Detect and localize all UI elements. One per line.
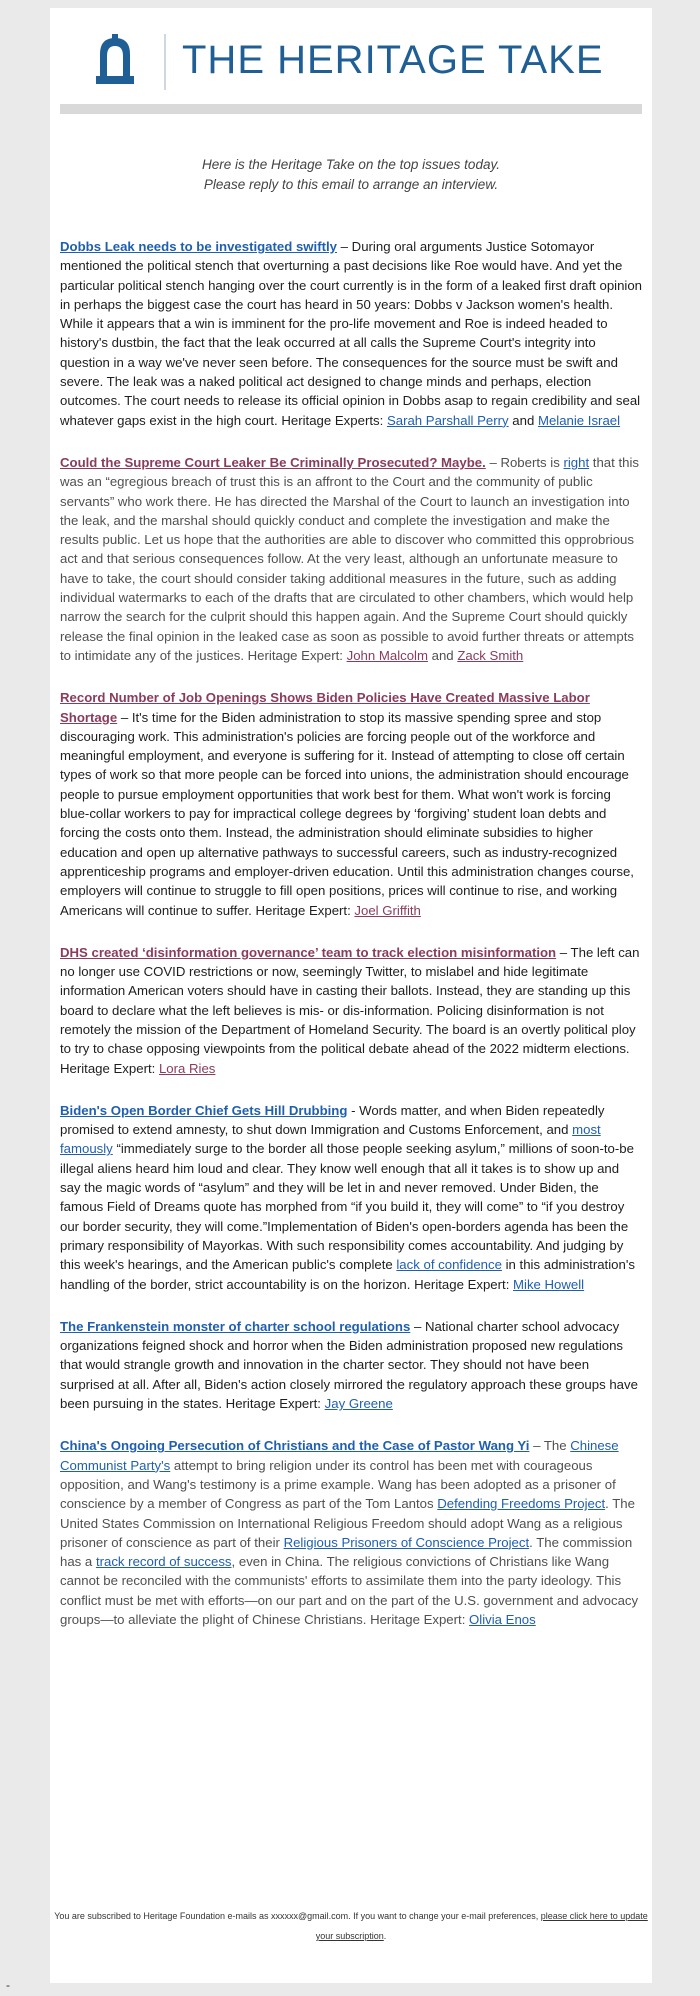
expert-link[interactable]: Lora Ries [158, 1060, 216, 1076]
item-title-link[interactable]: DHS created ‘disinformation governance’ team to track election misinformation [60, 944, 557, 960]
item-body: , even in China. The religious convictions of Christians like Wang cannot be reconciled with the communists' efforts to assimilate them into the party ideology. This conflict must be met with efforts—on our part and on the part of the U.S. government and advocacy groups—to alleviate the plight of Chinese Christians. Heritage Expert: [60, 1554, 639, 1627]
item-body: – The [529, 1438, 571, 1454]
item-body: “immediately surge to the border all those people seeking asylum,” millions of soon-to-be illegal aliens heard him loud and clear. They know well enough that all it takes is to show up and say the magic words of “asylum” and they will be let in and never removed. Under Biden, the famous Field of Dreams quote has morphed from “if you build it, they will come” to “if you destroy our border security, they will come.”Implementation of Biden's open-borders agenda has been the primary responsibility of Mayorkas. With such responsibility comes accountability. And judging by this week's hearings, and the American public's complete [60, 1141, 634, 1273]
stray-dash: - [6, 1978, 10, 1992]
item-body: – The left can no longer use COVID restrictions or now, seemingly Twitter, to mislabel and hide legitimate information American voters should have in casting their ballots. Instead, they are standing up this board to declare what the left believes is mis- or dis-information. Policing disinformation is not remotely the mission of the Department of Homeland Security. The board is an overtly political ploy to try to chase opposing viewpoints from the political debate ahead of the 2022 midterm elections. Heritage Expert: [60, 944, 640, 1076]
expert-link[interactable]: Joel Griffith [354, 902, 421, 918]
inline-link[interactable]: Chinese Communist Party's [60, 1438, 619, 1473]
inline-link[interactable]: track record of success [95, 1554, 232, 1570]
item-body: – During oral arguments Justice Sotomayor mentioned the political stench that overturning a past decisions like Roe would have. And yet the particular political stench hanging over the court currently is in the form of a leaked first draft opinion in perhaps the biggest case the court has heard in 50 years: Dobbs v Jackson women's health. While it appears that a win is imminent for the pro-life movement and Roe is indeed headed to history's dustbin, the fact that the leak occurred at all calls the Supreme Court's integrity into question in a way we've never seen before. The consequences for the source must be swift and severe. The leak was a naked political act designed to change minds and perhaps, election outcomes. The court needs to release its official opinion in Dobbs asap to regain credibility and seal whatever gaps exist in the high court. Heritage Experts: [60, 239, 643, 428]
footer [50, 1906, 652, 1946]
inline-link[interactable]: Defending Freedoms Project [437, 1496, 606, 1512]
item-title-link[interactable]: Could the Supreme Court Leaker Be Criminally Prosecuted? Maybe. [60, 454, 486, 470]
expert-link[interactable]: Zack Smith [457, 647, 524, 663]
header-divider [164, 34, 166, 90]
item-body: - Words matter, and when Biden repeatedly promised to extend amnesty, to shut down Immigration and Customs Enforcement, and [60, 1102, 605, 1138]
intro-line-1: Here is the Heritage Take on the top issues today. [202, 157, 500, 172]
brand-title: THE HERITAGE TAKE [182, 38, 604, 82]
inline-link[interactable]: Religious Prisoners of Conscience Project [283, 1534, 530, 1550]
item-body: – National charter school advocacy organizations feigned shock and horror when the Biden administration proposed new regulations that would strangle growth and innovation in the charter sector. They should not have been surprised at all. After all, Biden's action closely mirrored the regulatory approach these groups have been pursuing in the states. Heritage Expert: [60, 1318, 638, 1412]
update-subscription-link[interactable]: please click here to update your subscription [315, 1911, 648, 1941]
inline-link[interactable]: lack of confidence [396, 1257, 502, 1273]
liberty-bell-icon [92, 34, 138, 84]
item-body: . The commission has a [60, 1534, 633, 1570]
news-item-open-border [60, 1101, 642, 1294]
and-text: and [427, 647, 458, 663]
expert-link[interactable]: Olivia Enos [469, 1612, 536, 1627]
expert-link[interactable]: Sarah Parshall Perry [386, 412, 509, 428]
news-item-job-openings [60, 688, 642, 920]
expert-link[interactable]: John Malcolm [346, 647, 428, 663]
email-card [50, 8, 652, 1983]
expert-link[interactable]: Jay Greene [324, 1396, 393, 1412]
item-title-link[interactable]: Biden's Open Border Chief Gets Hill Drubbing [60, 1102, 348, 1118]
item-title-link[interactable]: The Frankenstein monster of charter school regulations [60, 1318, 411, 1334]
item-body: in this administration's handling of the border, strict accountability is on the horizon. Heritage Expert: [60, 1257, 635, 1292]
item-body: attempt to bring religion under its control has been met with courageous opposition, and Wang's testimony is a prime example. Wang has been adopted as a prisoner of conscience by a member of Congress as part of the Tom Lantos [60, 1457, 616, 1512]
footer-text: You are subscribed to Heritage Foundation e-mails as xxxxxx@gmail.com. If you want to change your e-mail preferences, [54, 1911, 541, 1921]
news-item-supreme-court-leaker [60, 453, 642, 665]
item-body: – Roberts is [485, 454, 564, 470]
news-item-dobbs-leak [60, 237, 642, 430]
news-item-china-christians [60, 1436, 642, 1629]
header [50, 8, 652, 113]
item-title-link[interactable]: Record Number of Job Openings Shows Biden Policies Have Created Massive Labor Shortage [60, 690, 590, 725]
item-body: – It's time for the Biden administration to stop its massive spending spree and stop discouraging work. This administration's policies are forcing people out of the workforce and meaningful employment, and everyone is suffering for it. Instead of attempting to close off certain types of work so that more people can be forced into unions, the administration should encourage people to pursue employment opportunities that work best for them. What won't work is forcing blue-collar workers to pay for impractical college degrees by ‘forgiving’ student loan debts and forcing the costs onto them. Instead, the administration should eliminate subsidies to higher education and open up alternative pathways to successful careers, such as industry-recognized apprenticeship programs and employer-driven education. Until this administration changes course, employers will continue to struggle to fill open positions, prices will continue to rise, and working Americans will continue to suffer. Heritage Expert: [60, 709, 634, 918]
inline-link[interactable]: right [563, 454, 590, 470]
header-bar [60, 104, 642, 114]
footer-end: . [383, 1931, 387, 1941]
item-body: . The United States Commission on International Religious Freedom should adopt Wang as a religious prisoner of conscience as part of their [60, 1496, 635, 1550]
item-title-link[interactable]: China's Ongoing Persecution of Christians and the Case of Pastor Wang Yi [60, 1438, 530, 1454]
intro-line-2: Please reply to this email to arrange an interview. [203, 177, 499, 192]
intro [50, 155, 652, 195]
news-item-charter-schools [60, 1317, 642, 1413]
inline-link[interactable]: most famously [60, 1122, 601, 1157]
news-items [50, 237, 652, 1629]
and-text: and [508, 412, 538, 428]
expert-link[interactable]: Melanie Israel [537, 412, 621, 428]
item-body: that this was an “egregious breach of trust this is an affront to the Court and the community of public servants” who work there. He has directed the Marshal of the Court to launch an investigation into the leak, and the marshal should quickly conduct and complete the investigation and make the results public. Let us hope that the authorities are able to discover who committed this opprobrious act and that serious consequences follow. At the very least, although an unfortunate measure to have to take, the court should consider taking additional measures in the future, such as adding individual watermarks to each of the drafts that are circulated to other chambers, which would help narrow the search for the culprit should this happen again. And the Supreme Court should quickly release the final opinion in the leaked case as soon as possible to avoid further threats or attempts to intimidate any of the justices. Heritage Expert: [60, 454, 639, 663]
item-title-link[interactable]: Dobbs Leak needs to be investigated swiftly [60, 239, 338, 254]
expert-link[interactable]: Mike Howell [513, 1276, 585, 1292]
news-item-dhs-disinformation [60, 943, 642, 1078]
